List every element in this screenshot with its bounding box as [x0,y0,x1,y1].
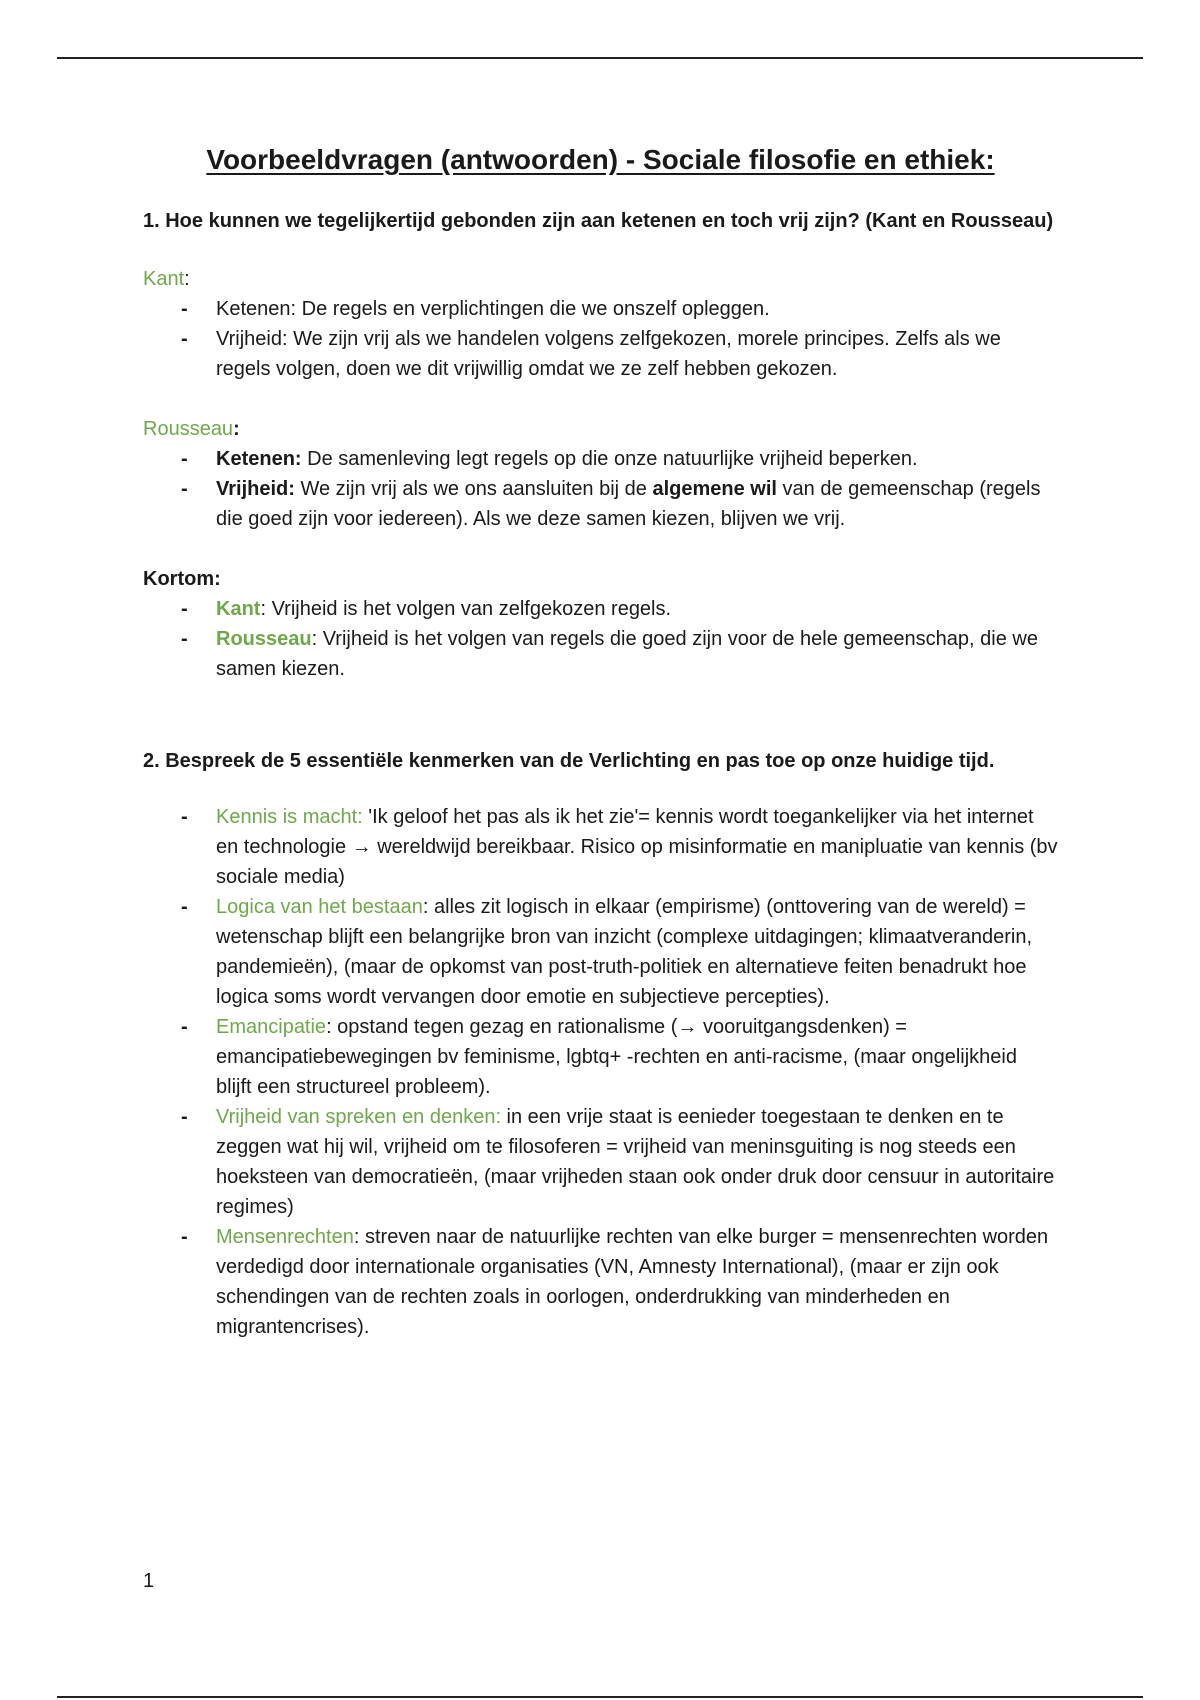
list-item: - Mensenrechten: streven naar de natuurlijke rechten van elke burger = mensenrechten worden verdedigd door internationale organisaties (VN, Amnesty International), (maar er zijn ook schendingen van de rechten zoals in oorlogen, onderdrukking van minderheden en migrantencrises). [143,1222,1058,1342]
page-number: 1 [143,1570,155,1592]
kant-list [143,294,1058,384]
enlightenment-list [143,802,1058,1342]
document-page [143,140,1058,1342]
rousseau-section [143,414,1058,534]
summary-list [143,594,1058,684]
list-item: - Kant: Vrijheid is het volgen van zelfgekozen regels. [143,594,1058,624]
question-2: 2. Bespreek de 5 essentiële kenmerken van de Verlichting en pas toe op onze huidige tijd. [143,750,995,772]
kant-section [143,264,1058,384]
summary-section [143,564,1058,684]
list-item: - Kennis is macht: 'Ik geloof het pas als ik het zie'= kennis wordt toegankelijker via het internet en technologie → wereldwijd bereikbaar. Risico op misinformatie en manipluatie van kennis (bv sociale media) [143,802,1058,892]
summary-label: Kortom: [143,568,221,590]
list-item: - Ketenen: De samenleving legt regels op die onze natuurlijke vrijheid beperken. [143,444,1058,474]
list-item: - Rousseau: Vrijheid is het volgen van regels die goed zijn voor de hele gemeenschap, die we samen kiezen. [143,624,1058,684]
list-item: - Logica van het bestaan: alles zit logisch in elkaar (empirisme) (onttovering van de wereld) = wetenschap blijft een belangrijke bron van inzicht (complexe uitdagingen; klimaatveranderin, pandemieën), (maar de opkomst van post-truth-politiek en alternatieve feiten benadrukt hoe logica soms wordt vervangen door emotie en subjectieve percepties). [143,892,1058,1012]
list-item: - Vrijheid: We zijn vrij als we ons aansluiten bij de algemene wil van de gemeenschap (regels die goed zijn voor iedereen). Als we deze samen kiezen, blijven we vrij. [143,474,1058,534]
footer-rule [57,1696,1143,1698]
kant-label: Kant: [143,268,190,290]
rousseau-label: Rousseau: [143,418,240,440]
list-item: - Vrijheid van spreken en denken: in een vrije staat is eenieder toegestaan te denken en te zeggen wat hij wil, vrijheid om te filosoferen = vrijheid van meninsguiting is nog steeds een hoeksteen van democratieën, (maar vrijheden staan ook onder druk door censuur in autoritaire regimes) [143,1102,1058,1222]
page-title: Voorbeeldvragen (antwoorden) - Sociale filosofie en ethiek: [206,144,995,175]
list-item: - Ketenen: De regels en verplichtingen die we onszelf opleggen. [143,294,1058,324]
list-item: - Vrijheid: We zijn vrij als we handelen volgens zelfgekozen, morele principes. Zelfs als we regels volgen, doen we dit vrijwillig omdat we ze zelf hebben gekozen. [143,324,1058,384]
question-1: 1. Hoe kunnen we tegelijkertijd gebonden zijn aan ketenen en toch vrij zijn? (Kant en Rousseau) [143,210,1054,232]
list-item: - Emancipatie: opstand tegen gezag en rationalisme (→ vooruitgangsdenken) = emancipatiebewegingen bv feminisme, lgbtq+ -rechten en anti-racisme, (maar ongelijkheid blijft een structureel probleem). [143,1012,1058,1102]
rousseau-list [143,444,1058,534]
header-rule [57,57,1143,59]
